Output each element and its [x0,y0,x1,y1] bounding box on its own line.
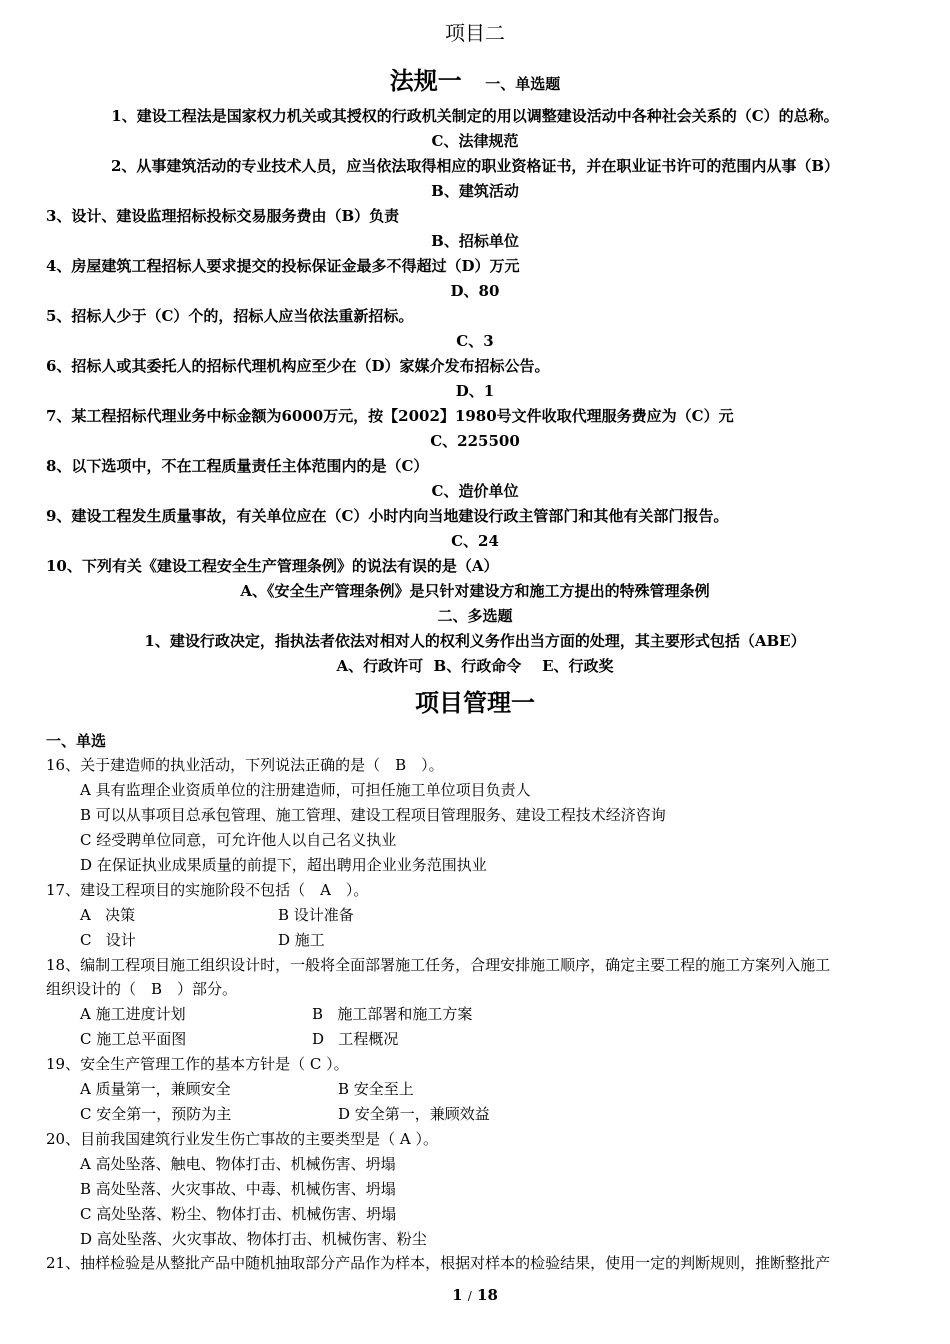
option-text: A 质量第一，兼顾安全 [80,1080,231,1098]
option-text: B 施工部署和施工方案 [312,1005,473,1023]
page-separator: / [467,1289,472,1303]
option-text: A 施工进度计划 [80,1005,186,1023]
section-subtitle: 一、单选题 [485,75,561,93]
answer-text: D、1 [455,382,495,400]
question-text: 8、以下选项中，不在工程质量责任主体范围内的是（C） [46,457,429,475]
option-text: B 高处坠落、火灾事故、中毒、机械伤害、坍塌 [80,1180,396,1198]
answer-text: C、3 [456,332,494,350]
answer-text: C、法律规范 [431,132,519,150]
option-text: C 安全第一，预防为主 [80,1105,232,1123]
option-text: C 经受聘单位同意，可允许他人以自己名义执业 [80,831,397,849]
option-text: C 高处坠落、粉尘、物体打击、机械伤害、坍塌 [80,1205,397,1223]
question-text: 10、下列有关《建设工程安全生产管理条例》的说法有误的是（A） [46,557,499,575]
question-text: 18、编制工程项目施工组织设计时，一般将全面部署施工任务，合理安排施工顺序，确定主要工程的施工方案列入施工 [46,956,831,974]
option-text: C 设计 [80,931,136,949]
section-subtitle: 一、单选 [46,732,107,750]
question-text: 5、招标人少于（C）个的，招标人应当依法重新招标。 [46,307,414,325]
answer-text: B、建筑活动 [431,182,519,200]
document-title: 项目二 [445,21,505,45]
multi-choice-heading: 二、多选题 [437,607,513,625]
option-text: C 施工总平面图 [80,1030,187,1048]
question-text: 1、建设行政决定，指执法者依法对相对人的权利义务作出当方面的处理，其主要形式包括（ABE） [144,632,806,650]
question-text: 19、安全生产管理工作的基本方针是（ C ）。 [46,1055,349,1073]
section-title: 法规一 [389,66,462,95]
question-text: 21、抽样检验是从整批产品中随机抽取部分产品作为样本，根据对样本的检验结果，使用一定的判断规则，推断整批产 [46,1254,831,1272]
question-text: 17、建设工程项目的实施阶段不包括（ A ）。 [46,881,369,899]
option-text: B 可以从事项目总承包管理、施工管理、建设工程项目管理服务、建设工程技术经济咨询 [80,806,666,824]
question-text-continued: 组织设计的（ B ）部分。 [46,980,238,998]
option-text: D 工程概况 [312,1030,399,1048]
section-title-project-management: 项目管理一 [415,688,535,717]
option-text: A 决策 [80,906,136,924]
question-text: 2、从事建筑活动的专业技术人员，应当依法取得相应的职业资格证书，并在职业证书许可的范围内从事（B） [110,157,840,175]
option-text: B 安全至上 [338,1080,414,1098]
answer-text: D、80 [450,282,500,300]
option-text: D 在保证执业成果质量的前提下，超出聘用企业业务范围执业 [80,856,487,874]
answer-text: C、225500 [430,432,520,450]
option-text: A 高处坠落、触电、物体打击、机械伤害、坍塌 [80,1155,396,1173]
question-text: 6、招标人或其委托人的招标代理机构应至少在（D）家媒介发布招标公告。 [46,357,550,375]
option-text: A 具有监理企业资质单位的注册建造师，可担任施工单位项目负责人 [80,781,531,799]
question-text: 16、关于建造师的执业活动，下列说法正确的是（ B ）。 [46,756,444,774]
option-text: D 高处坠落、火灾事故、物体打击、机械伤害、粉尘 [80,1230,427,1248]
question-text: 1、建设工程法是国家权力机关或其授权的行政机关制定的用以调整建设活动中各种社会关系的（C）的总称。 [111,107,839,125]
question-text: 20、目前我国建筑行业发生伤亡事故的主要类型是（ A ）。 [46,1130,438,1148]
option-text: B 设计准备 [278,906,354,924]
page-number [0,1286,950,1304]
question-text: 3、设计、建设监理招标投标交易服务费由（B）负责 [46,207,400,225]
answer-text: C、24 [451,532,499,550]
question-text: 4、房屋建筑工程招标人要求提交的投标保证金最多不得超过（D）万元 [46,257,520,275]
total-pages: 18 [477,1286,498,1304]
question-text: 9、建设工程发生质量事故，有关单位应在（C）小时内向当地建设行政主管部门和其他有关部门报告。 [46,507,729,525]
current-page: 1 [452,1286,463,1304]
option-text: D 安全第一，兼顾效益 [338,1105,490,1123]
answer-text: A、行政许可 B、行政命令 E、行政奖 [336,657,614,675]
section-heading-regulations [0,66,950,99]
answer-text: A、《安全生产管理条例》是只针对建设方和施工方提出的特殊管理条例 [240,582,710,600]
option-text: D 施工 [278,931,325,949]
answer-text: B、招标单位 [431,232,519,250]
answer-text: C、造价单位 [431,482,519,500]
question-text: 7、某工程招标代理业务中标金额为6000万元，按【2002】1980号文件收取代理服务费应为（C）元 [46,407,734,425]
